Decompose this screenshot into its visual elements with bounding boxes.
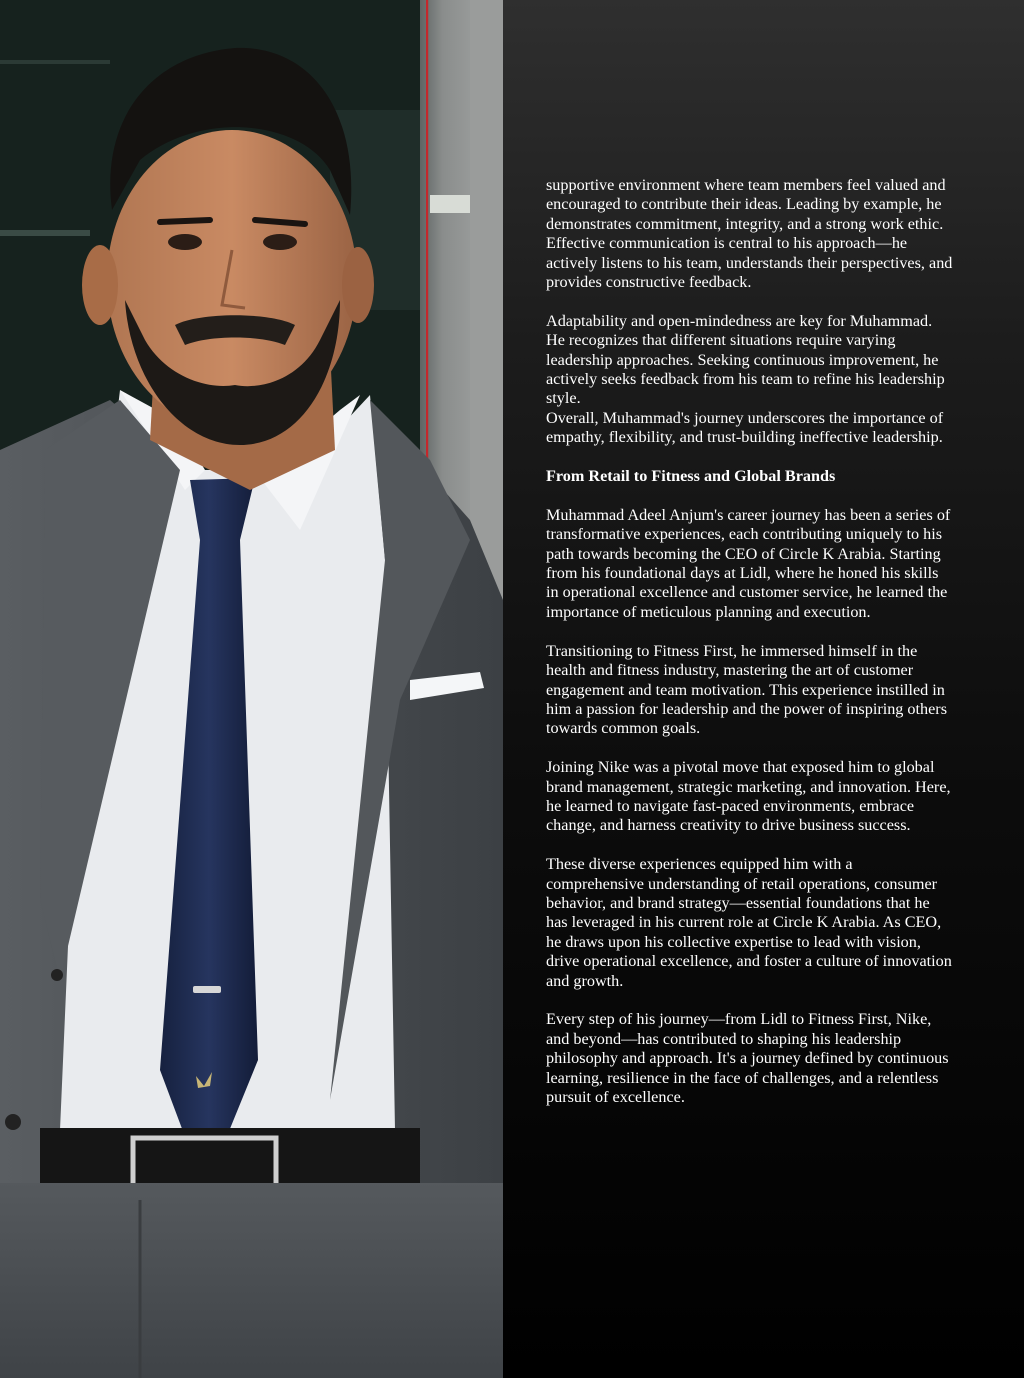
paragraph: supportive environment where team members feel valued and encouraged to contribute their ideas. Leading by example, he demonstrates commitment, integrity, and a strong work ethic. Effective communication is central to his approach—he actively listens to his team, understands their perspectives, and provides constructive feedback.	[546, 176, 953, 292]
paragraph: Muhammad Adeel Anjum's career journey has been a series of transformative experiences, each contributing uniquely to his path towards becoming the CEO of Circle K Arabia. Starting from his foundational days at Lidl, where he honed his skills in operational excellence and customer service, he learned the importance of meticulous planning and execution.	[546, 505, 951, 621]
article-panel	[503, 0, 1024, 1378]
portrait-illustration	[0, 0, 503, 1378]
tie-clip	[193, 986, 221, 993]
paragraph: Overall, Muhammad's journey underscores the importance of empathy, flexibility, and trust-building ineffective leadership.	[546, 408, 944, 447]
paragraph: Every step of his journey—from Lidl to Fitness First, Nike, and beyond—has contributed to shaping his leadership philosophy and approach. It's a journey defined by continuous learning, resilience in the face of challenges, and a relentless pursuit of excellence.	[546, 1010, 949, 1106]
paragraph: Adaptability and open-mindedness are key for Muhammad. He recognizes that different situations require varying leadership approaches. Seeking continuous improvement, he actively seeks feedback from his team to refine his leadership style.	[546, 311, 945, 408]
portrait-photo	[0, 0, 503, 1378]
paragraph: Joining Nike was a pivotal move that exposed him to global brand management, strategic marketing, and innovation. Here, he learned to navigate fast-paced environments, embrace change, and harness creativity to drive business success.	[546, 758, 951, 835]
section-heading: From Retail to Fitness and Global Brands	[546, 467, 836, 486]
article-body	[546, 176, 954, 1127]
red-accent-line	[426, 0, 428, 480]
paragraph: These diverse experiences equipped him with a comprehensive understanding of retail operations, consumer behavior, and brand strategy—essential foundations that he has leveraged in his current role at Circle K Arabia. As CEO, he draws upon his collective expertise to lead with vision, drive operational excellence, and foster a culture of innovation and growth.	[546, 855, 952, 990]
paragraph: Transitioning to Fitness First, he immersed himself in the health and fitness industry, mastering the art of customer engagement and team motivation. This experience instilled in him a passion for leadership and the power of inspiring others towards common goals.	[546, 641, 947, 738]
